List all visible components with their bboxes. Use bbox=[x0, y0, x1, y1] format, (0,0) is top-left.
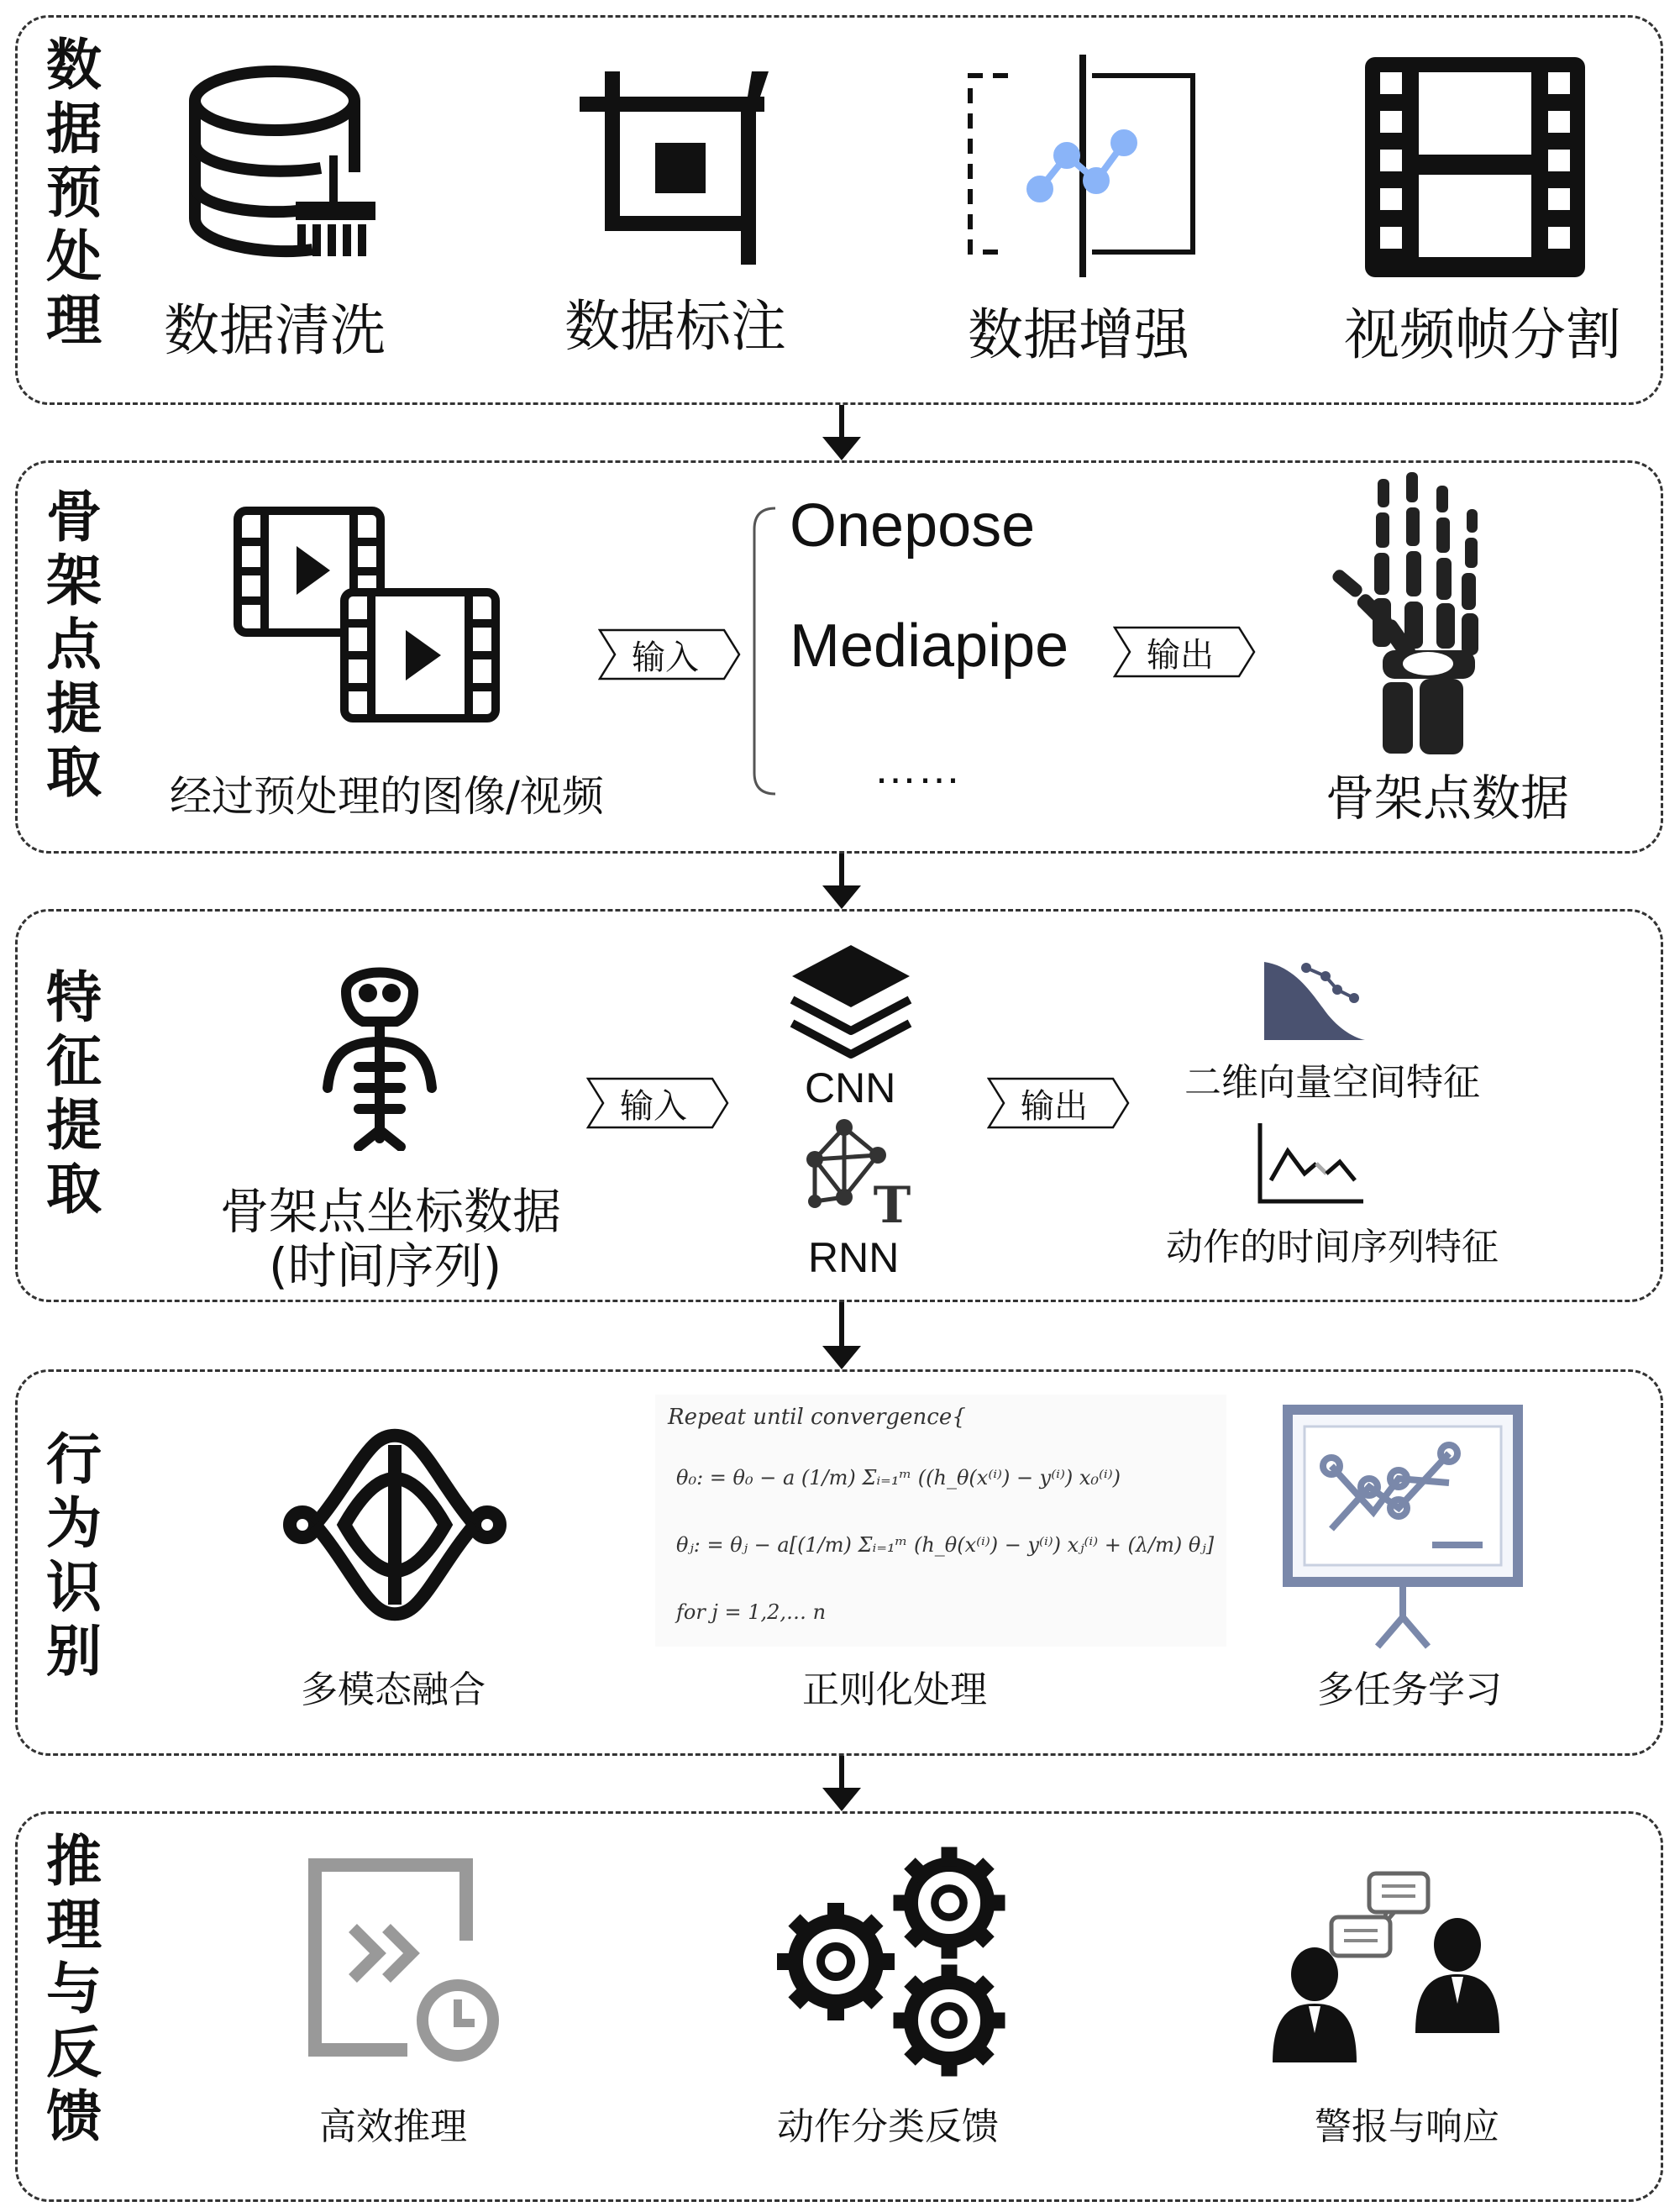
fusion-knot-icon bbox=[281, 1428, 508, 1621]
method-mediapipe: Mediapipe bbox=[790, 612, 1069, 680]
skeleton-figure-icon bbox=[312, 958, 447, 1151]
title-char: 据 bbox=[46, 97, 102, 161]
title-char: 识 bbox=[46, 1555, 102, 1620]
input-time-series: (时间序列) bbox=[269, 1237, 502, 1295]
item-efficient-inference: 高效推理 bbox=[319, 2105, 467, 2148]
input-skeleton-coords: 骨架点坐标数据 bbox=[220, 1183, 562, 1240]
title-char: 推 bbox=[46, 1829, 102, 1894]
crop-icon bbox=[580, 71, 781, 265]
title-char: 预 bbox=[46, 160, 102, 225]
title-char: 取 bbox=[46, 1157, 102, 1222]
item-video-frame-split: 视频帧分割 bbox=[1344, 302, 1621, 367]
gears-icon bbox=[769, 1844, 1021, 2079]
formula-line: Repeat until convergence{ bbox=[668, 1405, 966, 1430]
method-brace bbox=[746, 504, 780, 798]
output-tag: 输出 bbox=[1113, 626, 1256, 678]
title-char: 取 bbox=[46, 740, 102, 805]
section-title-feature bbox=[40, 966, 108, 1222]
title-char: 特 bbox=[46, 965, 102, 1030]
section-title-skeleton bbox=[40, 486, 108, 805]
method-more: …… bbox=[874, 744, 961, 793]
item-action-feedback: 动作分类反馈 bbox=[777, 2105, 999, 2148]
output-skeleton-data: 骨架点数据 bbox=[1326, 770, 1570, 827]
people-chat-icon bbox=[1268, 1865, 1512, 2067]
feature-2d-vector: 二维向量空间特征 bbox=[1184, 1061, 1480, 1104]
item-data-annotation: 数据标注 bbox=[564, 294, 786, 359]
title-char: 反 bbox=[46, 2020, 102, 2085]
title-char: 骨 bbox=[46, 485, 102, 549]
flow-arrow bbox=[831, 1302, 853, 1369]
title-char: 提 bbox=[46, 676, 102, 741]
presentation-board-icon bbox=[1281, 1403, 1525, 1655]
title-char: 点 bbox=[46, 612, 102, 677]
hand-skeleton-icon bbox=[1302, 470, 1537, 756]
input-preprocessed-media: 经过预处理的图像/视频 bbox=[170, 772, 604, 821]
flow-arrow bbox=[831, 405, 853, 460]
title-char: 数 bbox=[46, 33, 102, 97]
cnn-layers-icon bbox=[788, 941, 914, 1067]
input-tag: 输入 bbox=[586, 1077, 729, 1129]
film-strip-icon bbox=[1365, 57, 1585, 277]
model-rnn: RNN bbox=[808, 1234, 900, 1281]
title-char: 征 bbox=[46, 1029, 102, 1094]
title-char: 行 bbox=[46, 1427, 102, 1492]
terminal-clock-icon bbox=[307, 1857, 508, 2067]
item-data-augmentation: 数据增强 bbox=[968, 302, 1189, 367]
formula-line: for j = 1,2,… n bbox=[676, 1600, 827, 1624]
title-char: 为 bbox=[46, 1491, 102, 1556]
input-tag: 输入 bbox=[598, 628, 741, 680]
title-char: 架 bbox=[46, 549, 102, 613]
section-title-preprocessing bbox=[40, 34, 108, 353]
regularization-formula bbox=[655, 1395, 1226, 1647]
video-frames-icon bbox=[231, 504, 500, 722]
area-chart-icon bbox=[1260, 958, 1369, 1046]
section-title-inference bbox=[40, 1830, 108, 2149]
title-char: 馈 bbox=[46, 2084, 102, 2149]
line-chart-icon bbox=[1256, 1122, 1365, 1206]
item-alert-response: 警报与响应 bbox=[1315, 2105, 1499, 2148]
flow-arrow bbox=[831, 1756, 853, 1811]
title-char: 理 bbox=[46, 288, 102, 353]
item-multitask-learning: 多任务学习 bbox=[1317, 1668, 1502, 1711]
section-title-behavior bbox=[40, 1428, 108, 1684]
title-char: 与 bbox=[46, 1957, 102, 2021]
title-char: 理 bbox=[46, 1893, 102, 1957]
feature-temporal: 动作的时间序列特征 bbox=[1166, 1226, 1499, 1269]
flow-arrow bbox=[831, 854, 853, 909]
output-tag: 输出 bbox=[987, 1077, 1130, 1129]
database-broom-icon bbox=[186, 63, 380, 265]
model-cnn: CNN bbox=[805, 1064, 896, 1111]
title-char: 别 bbox=[46, 1619, 102, 1684]
augmentation-icon bbox=[966, 55, 1210, 281]
item-regularization: 正则化处理 bbox=[802, 1668, 987, 1711]
item-data-cleaning: 数据清洗 bbox=[164, 298, 386, 363]
method-onepose: Onepose bbox=[790, 492, 1036, 560]
item-multimodal-fusion: 多模态融合 bbox=[301, 1668, 486, 1711]
formula-line: θⱼ: = θⱼ − a[(1/m) Σᵢ₌₁ᵐ (h_θ(x⁽ⁱ⁾) − y⁽ⁱ⁾) xⱼ⁽ⁱ⁾ + (λ/m) θⱼ] bbox=[676, 1533, 1215, 1557]
rnn-network-icon bbox=[798, 1117, 924, 1235]
formula-line: θ₀: = θ₀ − a (1/m) Σᵢ₌₁ᵐ ((h_θ(x⁽ⁱ⁾) − y⁽ⁱ⁾) x₀⁽ⁱ⁾) bbox=[676, 1466, 1121, 1490]
rnn-badge: T bbox=[873, 1176, 911, 1235]
title-char: 处 bbox=[46, 224, 102, 289]
title-char: 提 bbox=[46, 1093, 102, 1158]
